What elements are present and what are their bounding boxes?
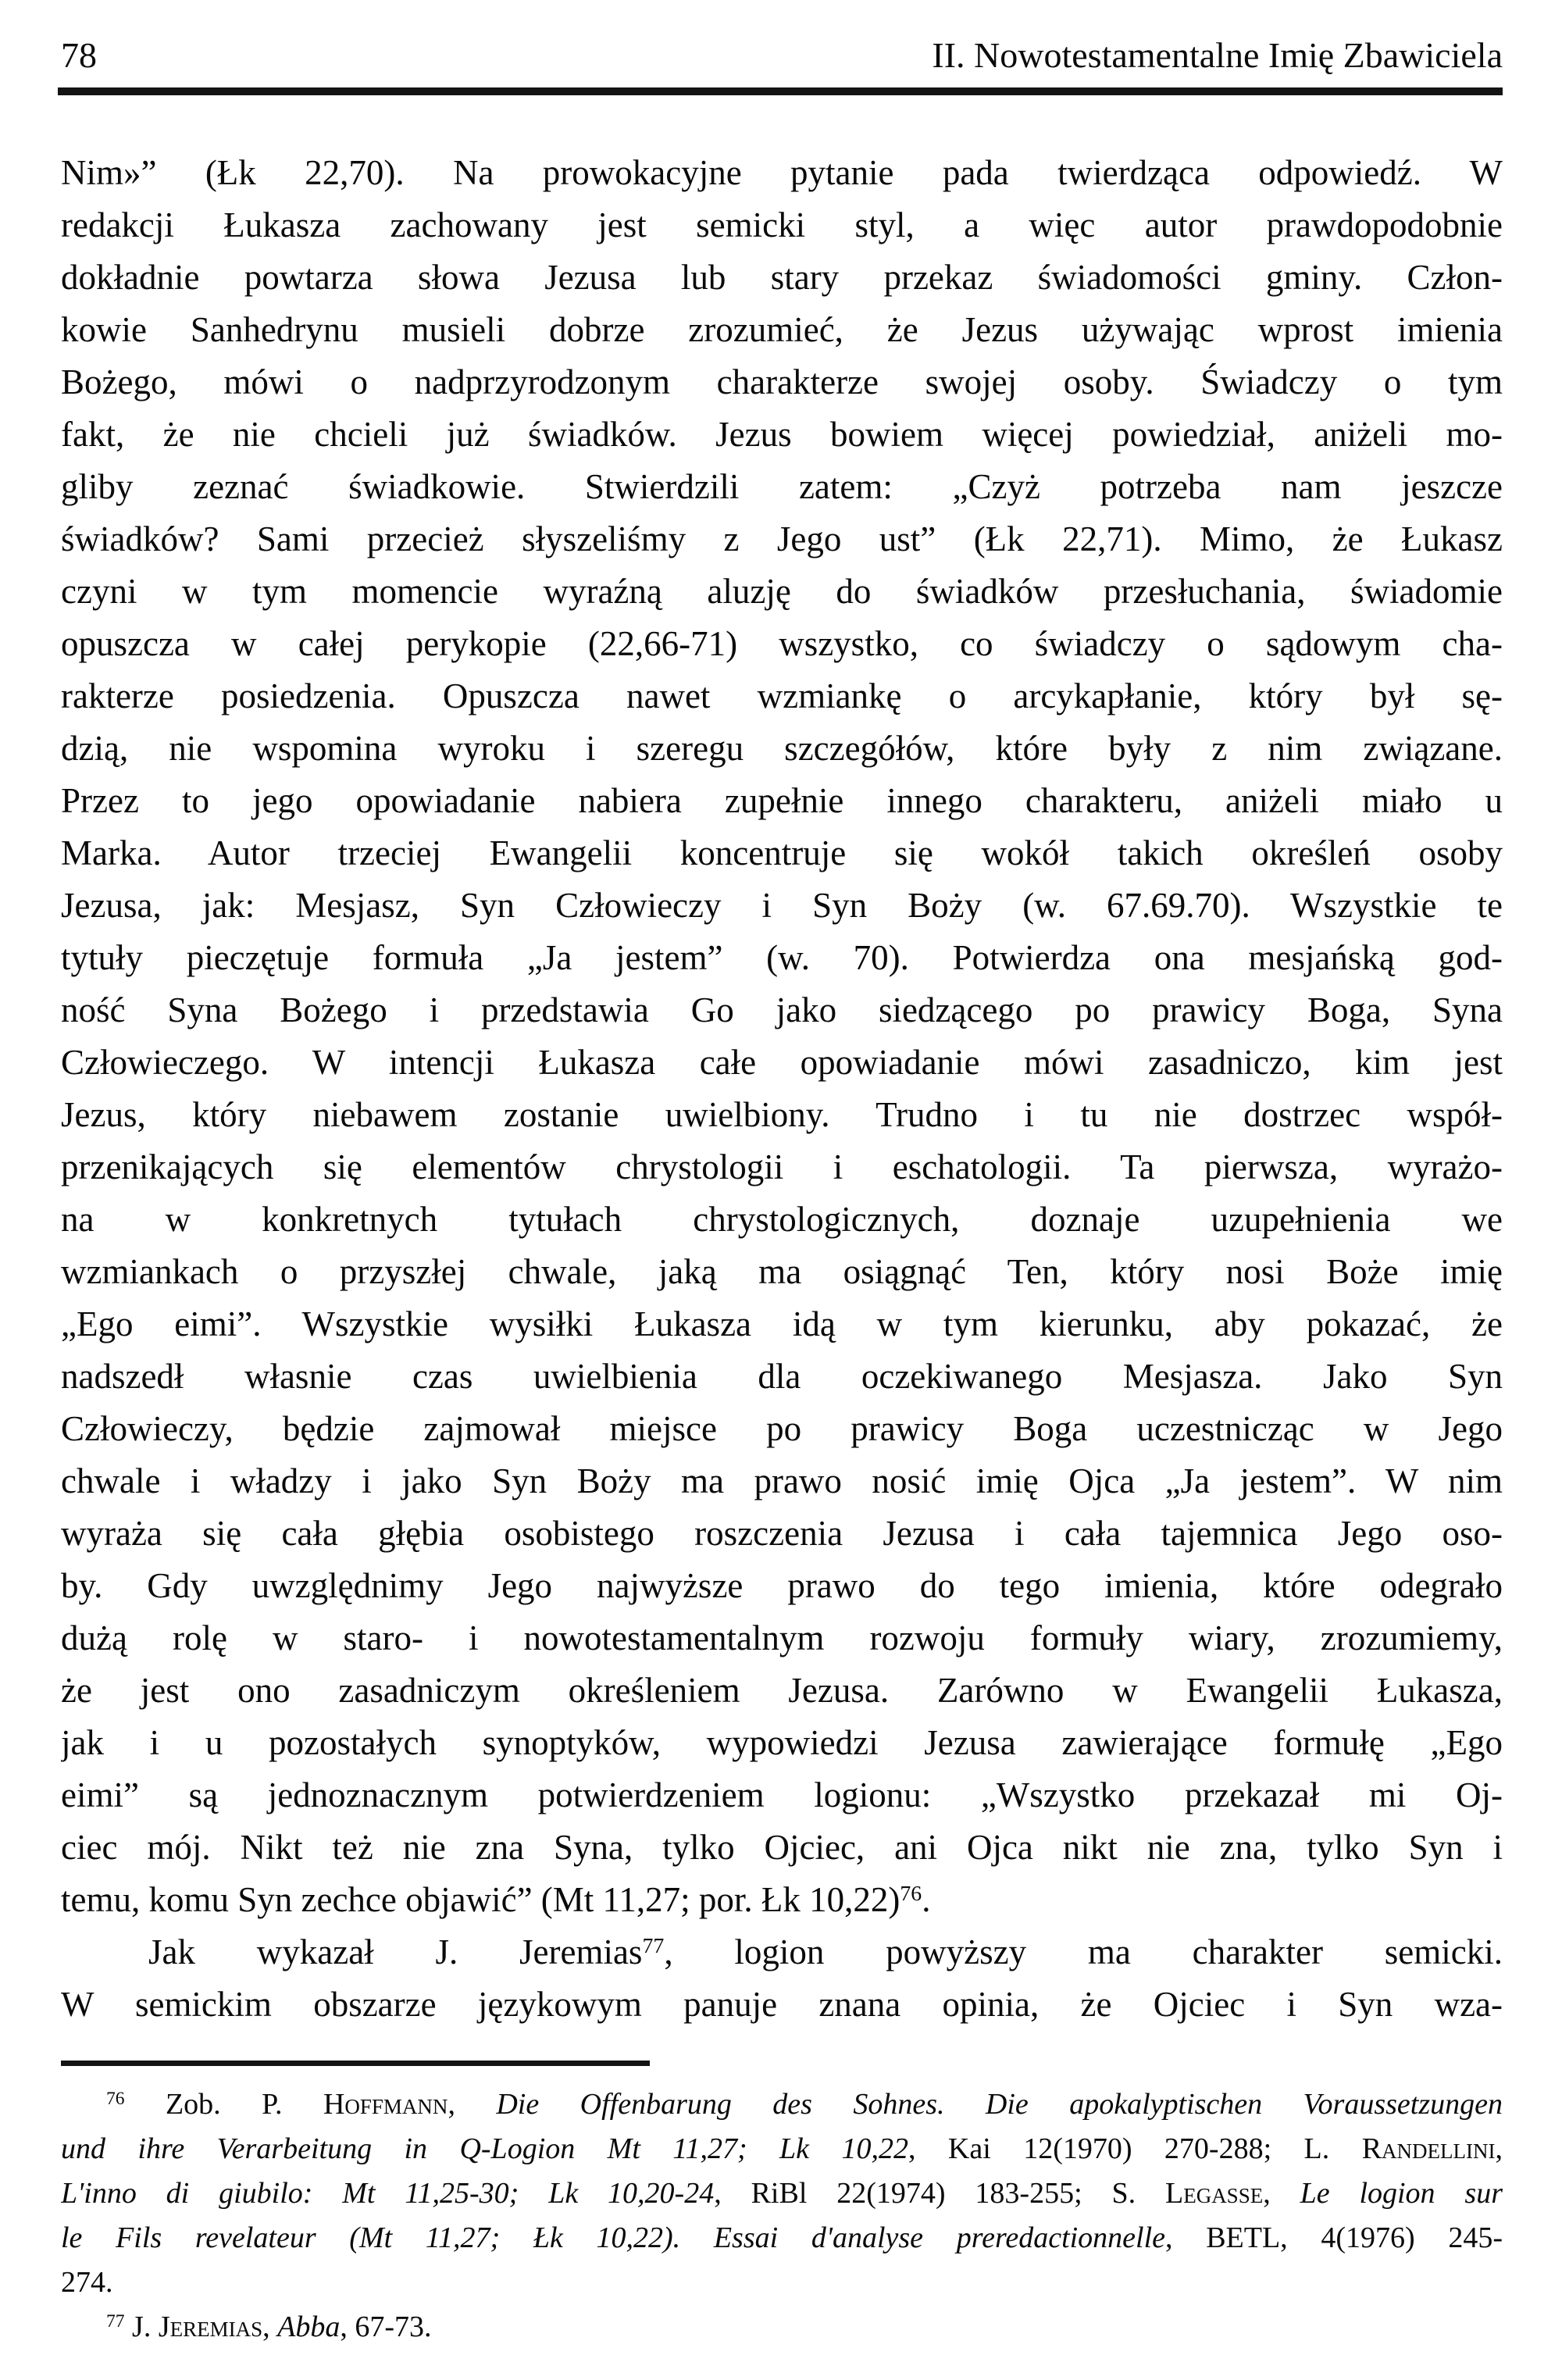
- text-line: [61, 356, 1503, 409]
- text-segment: dzią, nie wspomina wyroku i szeregu szczegółów, które były z nim związane.: [61, 729, 1503, 768]
- footnotes: [61, 2082, 1503, 2350]
- footnote-separator: [61, 2061, 650, 2066]
- text-segment: Marka. Autor trzeciej Ewangelii koncentruje się wokół takich określeń osoby: [61, 833, 1503, 872]
- text-line: [61, 1089, 1503, 1141]
- text-segment: Człowieczy, będzie zajmował miejsce po prawicy Boga uczestnicząc w Jego: [61, 1409, 1503, 1448]
- text-line: [61, 1979, 1503, 2031]
- text-segment: nadszedł własnie czas uwielbienia dla oczekiwanego Mesjasza. Jako Syn: [61, 1357, 1503, 1396]
- text-line: [61, 2082, 1503, 2127]
- text-line: [61, 409, 1503, 461]
- text-segment: ,: [448, 2088, 497, 2121]
- text-segment: Abba: [277, 2310, 341, 2343]
- text-segment: ,: [1263, 2177, 1300, 2210]
- running-title: II. Nowotestamentalne Imię Zbawiciela: [932, 35, 1503, 75]
- text-line: [61, 2216, 1503, 2260]
- text-line: [61, 1560, 1503, 1612]
- text-line: [61, 566, 1503, 618]
- text-segment: Bożego, mówi o nadprzyrodzonym charakterze swojej osoby. Świadczy o tym: [61, 362, 1503, 401]
- text-segment: redakcji Łukasza zachowany jest semicki styl, a więc autor prawdopodobnie: [61, 205, 1503, 244]
- text-segment: und ihre Verarbeitung in Q-Logion Mt 11,27; Lk 10,22: [61, 2132, 908, 2165]
- text-segment: , Kai 12(1970) 270-288; L.: [908, 2132, 1362, 2165]
- text-segment: przenikających się elementów chrystologii i eschatologii. Ta pierwsza, wyrażo-: [61, 1147, 1503, 1186]
- text-line: [61, 461, 1503, 513]
- text-segment: ność Syna Bożego i przedstawia Go jako siedzącego po prawicy Boga, Syna: [61, 990, 1503, 1029]
- text-segment: ,: [262, 2310, 278, 2343]
- footnote-marker: 76: [900, 1881, 922, 1906]
- text-segment: , BETL, 4(1976) 245-: [1165, 2221, 1503, 2254]
- text-segment: opuszcza w całej perykopie (22,66-71) wszystko, co świadczy o sądowym cha-: [61, 624, 1503, 663]
- text-line: [61, 252, 1503, 304]
- text-segment: Randellini: [1361, 2132, 1496, 2165]
- text-segment: W semickim obszarze językowym panuje znana opinia, że Ojciec i Syn wza-: [61, 1985, 1503, 2024]
- text-segment: 274.: [61, 2266, 113, 2299]
- text-line: [61, 1298, 1503, 1351]
- text-segment: jak i u pozostałych synoptyków, wypowiedzi Jezusa zawierające formułę „Ego: [61, 1723, 1503, 1762]
- text-line: [61, 1926, 1503, 1979]
- text-line: [61, 984, 1503, 1037]
- text-line: [61, 1194, 1503, 1246]
- text-segment: eimi” są jednoznacznym potwierdzeniem logionu: „Wszystko przekazał mi Oj-: [61, 1775, 1503, 1814]
- text-line: [61, 2171, 1503, 2216]
- text-segment: gliby zeznać świadkowie. Stwierdzili zatem: „Czyż potrzeba nam jeszcze: [61, 467, 1503, 506]
- footnote-marker: 77: [642, 1933, 665, 1958]
- text-line: [61, 670, 1503, 723]
- text-line: [61, 2305, 1503, 2350]
- text-line: [61, 304, 1503, 356]
- text-segment: J.: [124, 2310, 159, 2343]
- text-line: [61, 2127, 1503, 2171]
- text-line: [61, 1717, 1503, 1769]
- text-segment: Nim»” (Łk 22,70). Na prowokacyjne pytanie pada twierdząca odpowiedź. W: [61, 153, 1503, 192]
- text-line: [61, 1665, 1503, 1717]
- text-line: [61, 1141, 1503, 1194]
- text-segment: że jest ono zasadniczym określeniem Jezusa. Zarówno w Ewangelii Łukasza,: [61, 1671, 1503, 1710]
- text-line: [61, 1246, 1503, 1298]
- text-segment: , logion powyższy ma charakter semicki.: [664, 1932, 1503, 1971]
- text-segment: chwale i władzy i jako Syn Boży ma prawo nosić imię Ojca „Ja jestem”. W nim: [61, 1461, 1503, 1500]
- text-segment: „Ego eimi”. Wszystkie wysiłki Łukasza idą w tym kierunku, aby pokazać, że: [61, 1304, 1503, 1343]
- text-line: [61, 1769, 1503, 1822]
- text-segment: L'inno di giubilo: Mt 11,25-30; Lk 10,20-24: [61, 2177, 715, 2210]
- text-segment: tytuły pieczętuje formuła „Ja jestem” (w. 70). Potwierdza ona mesjańską god-: [61, 938, 1503, 977]
- header-rule: [58, 87, 1503, 95]
- text-line: [61, 513, 1503, 566]
- text-line: [61, 880, 1503, 932]
- text-segment: kowie Sanhedrynu musieli dobrze zrozumieć, że Jezus używając wprost imienia: [61, 310, 1503, 349]
- text-segment: Die Offenbarung des Sohnes. Die apokalyptischen Voraussetzungen: [496, 2088, 1503, 2121]
- text-line: [61, 1822, 1503, 1874]
- text-line: [61, 827, 1503, 880]
- text-segment: rakterze posiedzenia. Opuszcza nawet wzmiankę o arcykapłanie, który był sę-: [61, 676, 1503, 715]
- text-segment: , RiBl 22(1974) 183-255; S.: [714, 2177, 1165, 2210]
- text-line: [61, 1508, 1503, 1560]
- text-line: [61, 932, 1503, 984]
- page-header: [61, 34, 1503, 77]
- text-line: [61, 1455, 1503, 1508]
- text-segment: Jak wykazał J. Jeremias: [148, 1932, 643, 1971]
- text-segment: na w konkretnych tytułach chrystologicznych, doznaje uzupełnienia we: [61, 1200, 1503, 1239]
- text-segment: Przez to jego opowiadanie nabiera zupełnie innego charakteru, aniżeli miało u: [61, 781, 1503, 820]
- text-segment: Zob. P.: [124, 2088, 323, 2121]
- text-segment: by. Gdy uwzględnimy Jego najwyższe prawo do tego imienia, które odegrało: [61, 1566, 1503, 1605]
- body-text: [61, 147, 1503, 2031]
- text-segment: fakt, że nie chcieli już świadków. Jezus bowiem więcej powiedział, aniżeli mo-: [61, 415, 1503, 454]
- text-segment: Jezusa, jak: Mesjasz, Syn Człowieczy i Syn Boży (w. 67.69.70). Wszystkie te: [61, 886, 1503, 925]
- text-line: [61, 2260, 1503, 2305]
- text-segment: temu, komu Syn zechce objawić” (Mt 11,27; por. Łk 10,22): [61, 1880, 900, 1919]
- text-line: [61, 618, 1503, 670]
- footnote-marker: 77: [106, 2310, 125, 2332]
- text-segment: świadków? Sami przecież słyszeliśmy z Jego ust” (Łk 22,71). Mimo, że Łukasz: [61, 519, 1503, 558]
- page-number: 78: [61, 35, 97, 75]
- text-line: [61, 1874, 1503, 1926]
- footnote-marker: 76: [106, 2088, 125, 2109]
- text-line: [61, 147, 1503, 199]
- text-line: [61, 1403, 1503, 1455]
- text-segment: Le logion sur: [1300, 2177, 1503, 2210]
- text-segment: Jezus, który niebawem zostanie uwielbiony. Trudno i tu nie dostrzec współ-: [61, 1095, 1503, 1134]
- text-segment: dokładnie powtarza słowa Jezusa lub stary przekaz świadomości gminy. Człon-: [61, 258, 1503, 297]
- text-segment: Jeremias: [158, 2310, 263, 2343]
- text-line: [61, 1612, 1503, 1665]
- text-segment: wyraża się cała głębia osobistego roszczenia Jezusa i cała tajemnica Jego oso-: [61, 1514, 1503, 1553]
- text-segment: czyni w tym momencie wyraźną aluzję do świadków przesłuchania, świadomie: [61, 572, 1503, 611]
- text-segment: Hoffmann: [323, 2088, 448, 2121]
- text-segment: wzmiankach o przyszłej chwale, jaką ma osiągnąć Ten, który nosi Boże imię: [61, 1252, 1503, 1291]
- text-segment: dużą rolę w staro- i nowotestamentalnym rozwoju formuły wiary, zrozumiemy,: [61, 1618, 1503, 1657]
- text-line: [61, 1351, 1503, 1403]
- text-segment: le Fils revelateur (Mt 11,27; Łk 10,22). Essai d'analyse preredactionnelle: [61, 2221, 1166, 2254]
- text-segment: , 67-73.: [340, 2310, 432, 2343]
- text-segment: ciec mój. Nikt też nie zna Syna, tylko Ojciec, ani Ojca nikt nie zna, tylko Syn i: [61, 1828, 1503, 1867]
- text-line: [61, 1037, 1503, 1089]
- text-segment: .: [922, 1880, 931, 1919]
- text-segment: Człowieczego. W intencji Łukasza całe opowiadanie mówi zasadniczo, kim jest: [61, 1043, 1503, 1082]
- text-line: [61, 775, 1503, 827]
- text-line: [61, 199, 1503, 252]
- text-segment: Legasse: [1164, 2177, 1264, 2210]
- text-line: [61, 723, 1503, 775]
- text-segment: ,: [1495, 2132, 1503, 2165]
